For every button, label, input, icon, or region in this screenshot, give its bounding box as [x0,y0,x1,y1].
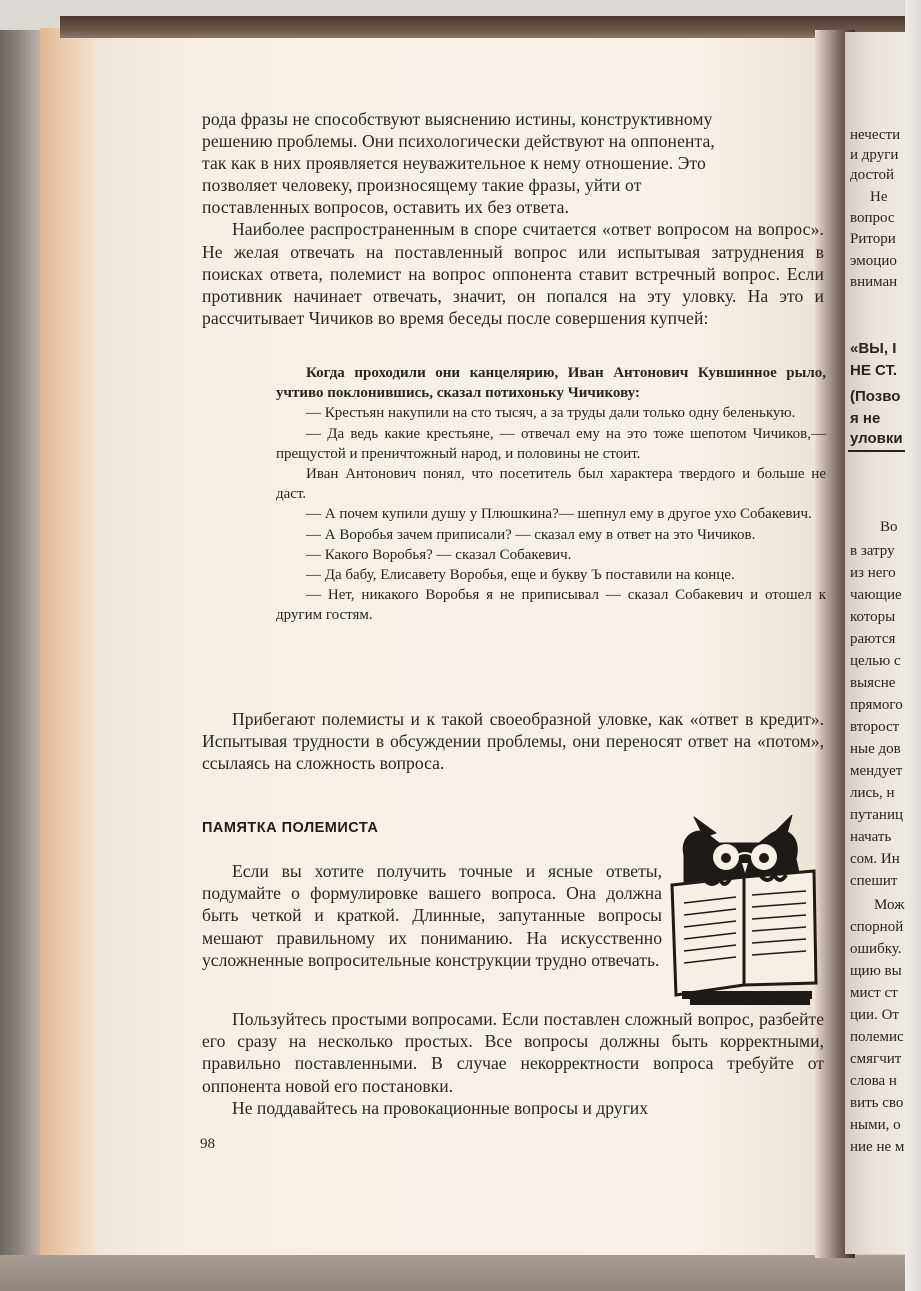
quote-paragraph: — Какого Воробья? — сказал Собакевич. [306,546,572,563]
next-page-line: мендует [850,763,903,779]
intro-line: позволяет человеку, произносящему такие фразы, уйти от [202,175,642,196]
memo-continuation [202,1008,824,1119]
next-page-line: щию вы [850,963,902,979]
next-page-line: ние не м [850,1139,905,1155]
next-page-line: полемис [850,1029,904,1045]
quote-paragraph: Когда проходили они канцелярию, Иван Антонович Кувшинное рыло, учтиво поклонившись, сказал потихоньку Чичикову: [276,365,826,402]
next-page-line: Не [870,189,888,205]
next-page-line: ные дов [850,741,901,757]
next-page-line: сом. Ин [850,851,900,867]
next-page-line: мист ст [850,985,898,1001]
next-page-line: которы [850,609,896,625]
next-page-line: Мож [874,897,905,913]
intro-text [202,108,824,329]
page-spine [40,28,100,1264]
next-page-line: лись, н [850,785,895,801]
quote-paragraph: — Нет, никакого Воробья я не приписывал — сказал Собакевич и отошел к другим гостям. [276,587,826,624]
next-page-line: достой [850,167,895,183]
page-top-band [60,16,921,38]
credit-paragraph-block [202,708,824,774]
next-page-heading-line: НЕ СТ. [850,362,898,379]
next-page-line: начать [850,829,892,845]
next-page-line: путаниц [850,807,904,823]
quote-paragraph: — Да ведь какие крестьяне, — отвечал ему на это тоже шепотом Чичиков,— прещустой и преничтожный народ, и половины не стоит. [276,425,826,462]
page-bottom-band [0,1255,921,1291]
next-page-line: чающие [850,587,902,603]
next-page-line: прямого [850,697,903,713]
owl-reading-book-icon [664,815,824,1005]
memo-paragraph: Пользуйтесь простыми вопросами. Если поставлен сложный вопрос, разбейте его сразу на несколько простых. Все вопросы должны быть корректными, правильно поставленными. В случае некорректности вопроса требуйте от оппонента новой его постановки. [202,1009,824,1096]
intro-line: поставленных вопросов, оставить их без ответа. [202,197,570,218]
next-page-line: раются [850,631,896,647]
memo-paragraph: Не поддавайтесь на провокационные вопросы и других [232,1097,649,1118]
section-heading: ПАМЯТКА ПОЛЕМИСТА [202,820,379,836]
paragraph-credit: Прибегают полемисты и к такой своеобразной уловке, как «ответ в кредит». Испытывая трудности в обсуждении проблемы, они переносят ответ на «потом», ссылаясь на сложность вопроса. [202,709,824,774]
next-page-line: эмоцио [850,253,897,269]
next-page-line: смягчит [850,1051,902,1067]
next-page-line: из него [850,565,896,581]
next-page-line: вопрос [850,210,895,226]
next-page-heading-line: «ВЫ, I [850,340,897,357]
next-page-line: нечести [850,127,901,143]
next-page-line: целью с [850,653,901,669]
next-page-line: в затру [850,543,895,559]
quote-paragraph: — Да бабу, Елисавету Воробья, еще и букву Ъ поставили на конце. [306,567,735,584]
next-page-line: вить сво [850,1095,904,1111]
next-page-line: спешит [850,873,898,889]
quotation-block [276,363,826,626]
next-page-line: выясне [850,675,896,691]
quote-paragraph: — Крестьян накупили на сто тысяч, а за труды дали только одну беленькую. [306,405,796,422]
quote-paragraph: Иван Антонович понял, что посетитель был характера твердого и больше не даст. [276,466,826,503]
intro-line: рода фразы не способствуют выяснению истины, конструктивному [202,109,713,129]
next-page-heading-line: (Позво [850,388,901,405]
paragraph-counter-question: Наиболее распространенным в споре считается «ответ вопросом на вопрос». Не желая отвечать на поставленный вопрос или испытывая затруднения в поисках ответа, полемист на вопрос оппонента ставит встречный вопрос. Если противник начинает отвечать, значит, он попался на эту уловку. На это и рассчитывает Чичиков во время беседы после совершения купчей: [202,219,824,328]
intro-line: так как в них проявляется неуважительное к нему отношение. Это [202,153,706,174]
quote-paragraph: — А Воробья зачем приписали? — сказал ему в ответ на это Чичиков. [306,526,756,543]
next-page-line: спорной [850,919,904,935]
next-page-line: вниман [850,274,898,290]
next-page-line: ными, о [850,1117,901,1133]
next-page-line: Во [880,519,898,535]
page-number: 98 [200,1136,215,1152]
scan-right-edge [905,0,921,1291]
intro-line: решению проблемы. Они психологически действуют на оппонента, [202,131,715,152]
next-page-line: ошибку. [850,941,902,957]
next-page-heading-line: уловки [850,430,903,447]
memo-paragraph: Если вы хотите получить точные и ясные ответы, подумайте о формулировке вашего вопроса. Она должна быть четкой и краткой. Длинные, запутанные вопросы мешают правильному их пониманию. На искусственно усложненные вопросительные конструкции трудно отвечать. [202,861,662,970]
next-page-line: и други [850,147,899,163]
next-page-heading-line: я не [850,410,881,427]
quote-paragraph: — А почем купили душу у Плюшкина?— шепнул ему в другое ухо Собакевич. [306,506,812,523]
next-page-line: ции. От [850,1007,899,1023]
next-page-line: слова н [850,1073,897,1089]
next-page-line: Ритори [850,231,896,247]
next-page-line: второст [850,719,900,735]
memo-block [202,860,662,971]
next-page-rule [848,450,908,452]
